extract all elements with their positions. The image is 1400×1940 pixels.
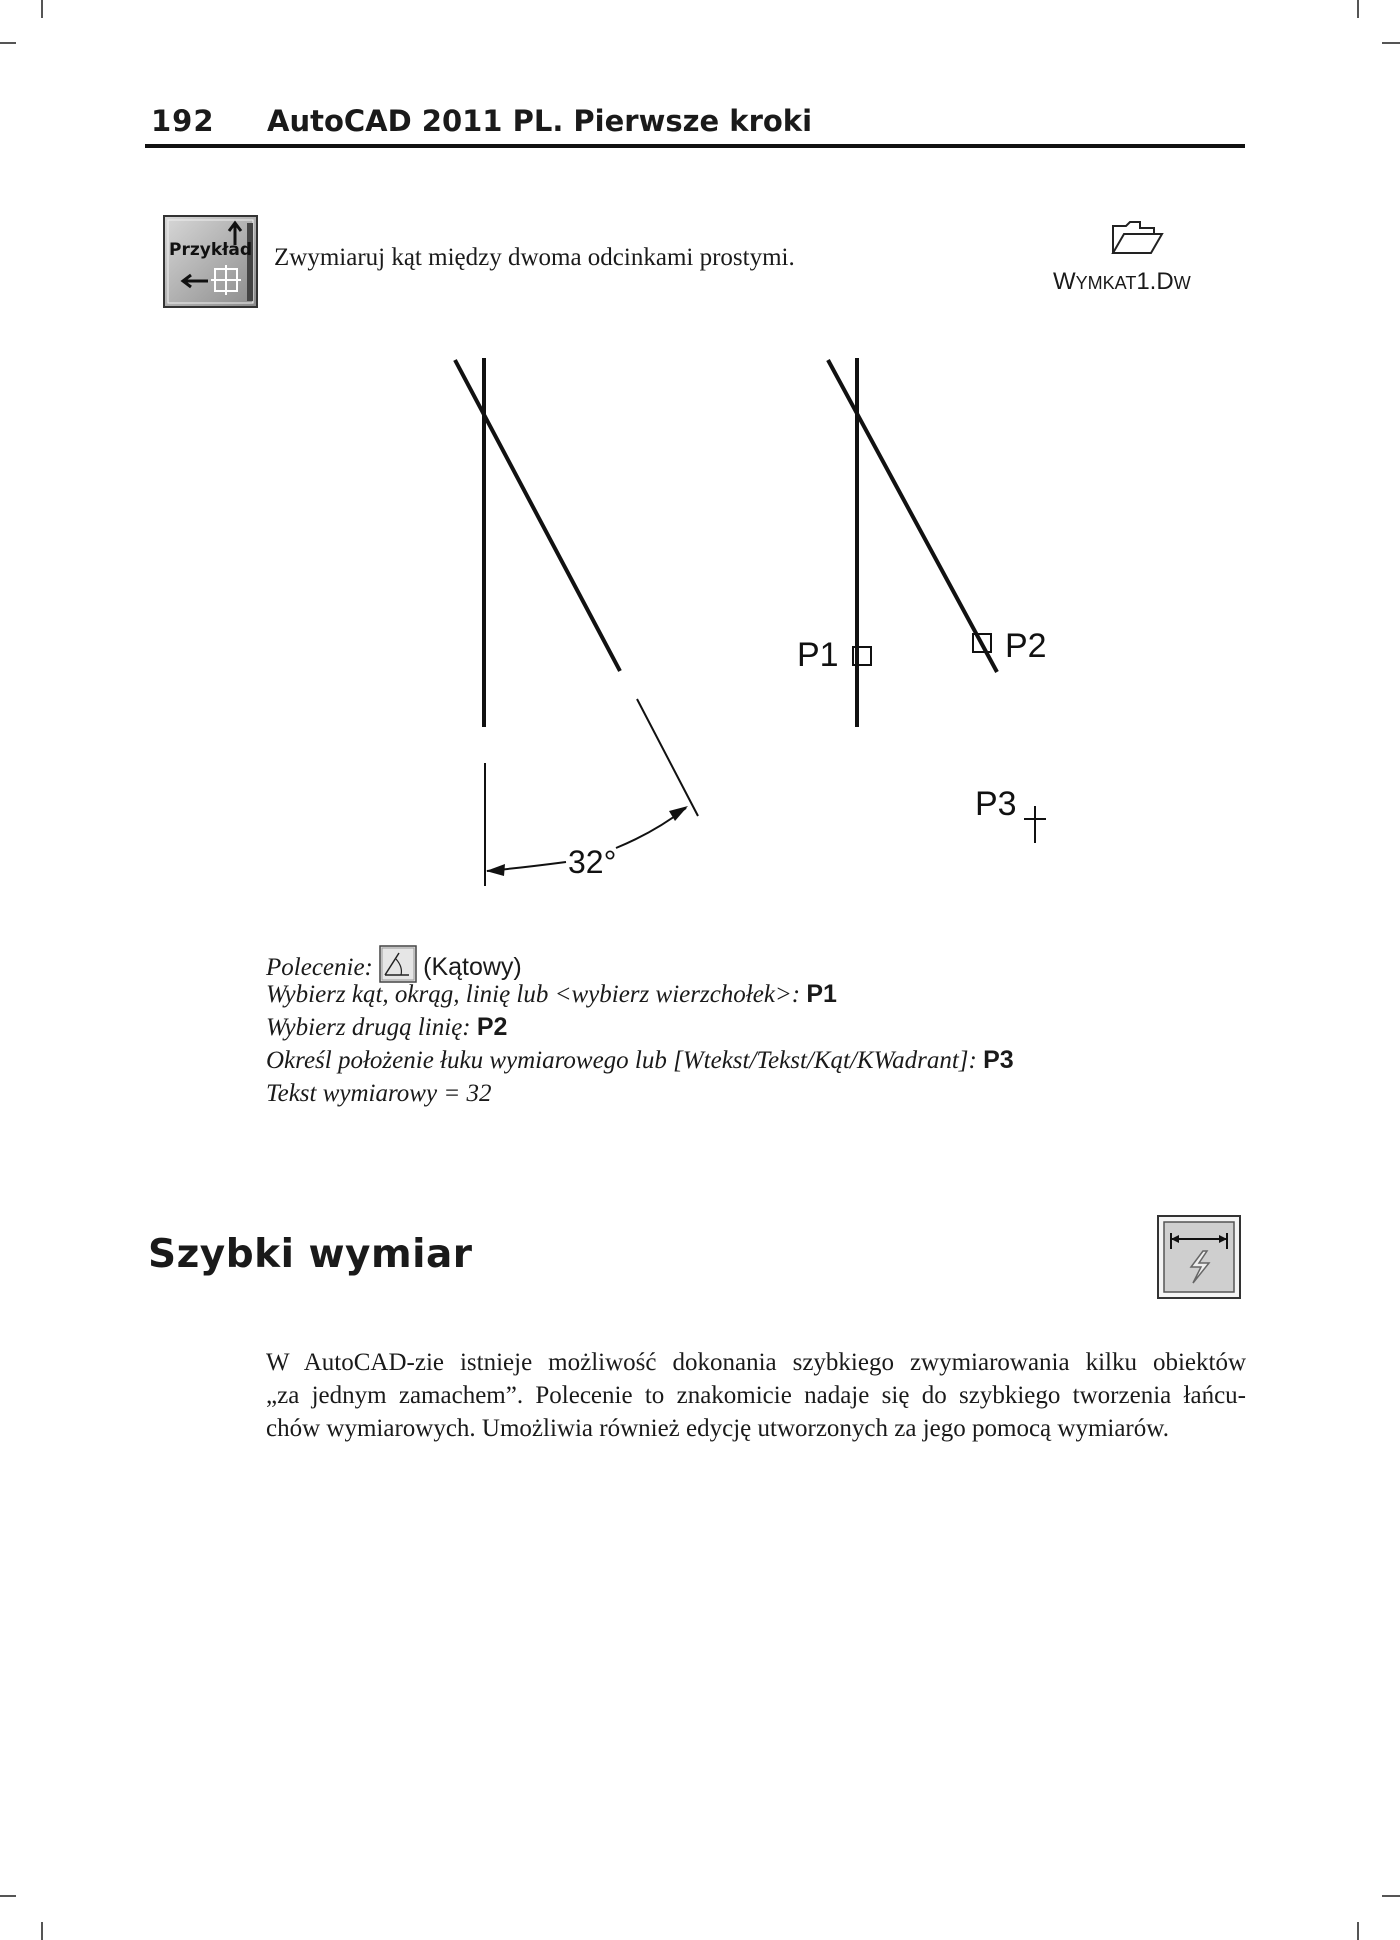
example-badge-label: Przykład [169,240,253,260]
command-line: Określ położenie łuku wymiarowego lub [Wtekst/Tekst/Kąt/KWadrant]: P3 [266,1046,1014,1074]
paragraph-line: chów wymiarowych. Umożliwia również edycję utworzonych za jego pomocą wymiarów. [266,1415,1169,1442]
section-paragraph [266,1346,1246,1445]
crop-mark [41,1922,43,1940]
command-line: Polecenie: (Kątowy) [266,945,1014,978]
point-label-p2: P2 [1005,627,1047,665]
paragraph-line: „za jednym zamachem”. Polecenie to znakomicie nadaje się do szybkiego tworzenia łańcu- [266,1382,1246,1409]
point-label-p3: P3 [975,785,1017,823]
command-line: Tekst wymiarowy = 32 [266,1080,492,1107]
section-heading: Szybki wymiar [148,1232,473,1277]
angular-dimension-drawing [0,0,1400,900]
command-line: Wybierz drugą linię: P2 [266,1013,508,1041]
right-inclined-line [828,360,997,672]
point-label-p1: P1 [797,636,839,674]
paragraph-line: W AutoCAD-zie istnieje możliwość dokonania szybkiego zwymiarowania kilku obiektów [266,1349,1246,1376]
dimension-arrow [486,864,505,876]
command-sequence [266,945,1014,1110]
left-inclined-line [455,360,620,671]
crosshair-p3 [1024,806,1046,843]
dimension-extension-line [637,699,698,816]
crop-mark [1382,1895,1400,1897]
example-instruction: Zwymiaruj kąt między dwoma odcinkami prostymi. [274,244,795,271]
book-title: AutoCAD 2011 PL. Pierwsze kroki [267,104,813,138]
command-line: Wybierz kąt, okrąg, linię lub <wybierz wierzchołek>: P1 [266,980,837,1008]
page-number: 192 [151,104,215,138]
example-file-name: WYMKAT1.DW [1053,268,1191,295]
crop-mark [0,1895,16,1897]
crop-mark [1357,1922,1359,1940]
dimension-value: 32° [568,844,617,880]
quick-dimension-icon [1157,1215,1241,1299]
